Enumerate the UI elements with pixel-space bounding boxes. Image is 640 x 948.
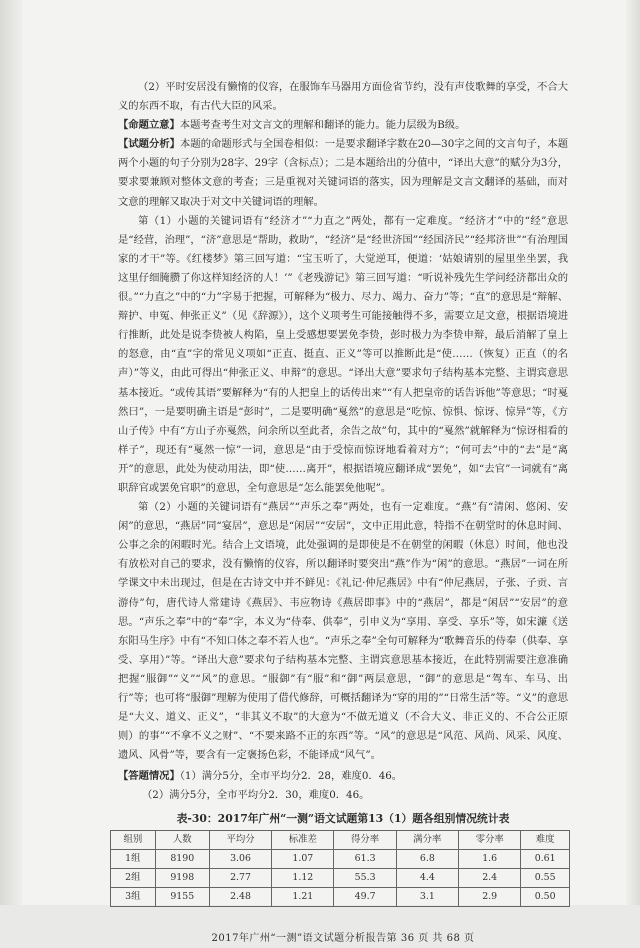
page-left-edge [0,0,22,905]
col-full-rate: 满分率 [396,830,458,849]
table-cell: 6.8 [396,849,458,868]
intro-paragraph: （2）平时安居没有懒惰的仪容，在服饰车马器用方面俭省节约，没有声伎歌舞的享受，不合大义的东西不取，有古代大臣的风采。 [118,81,568,113]
intent-text: 本题考查考生对文言文的理解和翻译的能力。能力层级为B级。 [179,119,466,132]
answer-stat-1: （1）满分5分，全市平均分2．28，难度0．46。 [179,770,403,783]
analysis-label: 【试题分析】 [118,138,181,151]
analysis-section [118,135,568,211]
table-cell: 2组 [111,868,156,887]
table-cell: 4.4 [396,868,458,887]
table-row [111,868,570,887]
table-row [111,887,570,906]
page-footer: 2017年广州“一测”语文试题分析报告第 36 页 共 68 页 [211,932,475,944]
table-cell: 61.3 [334,849,396,868]
table-header-row [111,830,570,849]
table-row [111,849,570,868]
answer-label: 【答题情况】 [118,770,180,783]
col-stddev: 标准差 [272,830,334,849]
answer-stat-2: （2）满分5分，全市平均分2．30，难度0．46。 [142,789,370,802]
col-mean: 平均分 [209,830,271,849]
table-cell: 1.07 [272,849,334,868]
table-cell: 3.06 [209,849,271,868]
col-zero-rate: 零分率 [459,830,521,849]
table-cell: 0.61 [521,849,570,868]
document-body [118,78,568,948]
table-cell: 2.77 [209,868,271,887]
table-cell: 0.55 [521,868,570,887]
q1-paragraph: 第（1）小题的关键词语有“经济才”“力直之”两处，都有一定难度。“经济才”中的“经”意思是“经营，治理”，“济”意思是“帮助，救助”，“经济”是“经世济国”“经国济民”“经邦济世”“有治理国家的才干”等。《红楼梦》第三回写道：“宝玉听了，大觉逆耳，便道：‘姑娘请别的屋里坐坐罢，我这里仔细腌臜了你这样知经济的人！’”《老残游记》第三回写道：“听说补残先生学问经济都出众的很。”“力直之”中的“力”字易于把握，可解释为“极力、尽力、竭力、奋力”等；“直”的意思是“辩解、辩护、申冤、伸张正义”（见《辞源》），这个义项考生可能接触得不多，需要立足文意，根据语境进行推断，此处是说李贽被人构陷，皇上受感想要罢免李贽，彭时极力为李贽申辩，最后消解了皇上的怒意，由“直”字的常见义项如“正直、挺直、正义”等可以推断此是“使……（恢复）正直（的名声）”等义，由此可得出“伸张正义、申辩”的意思。“译出大意”要求句子结构基本完整、主谓宾意思基本接近。“或传其语”要解释为“有的人把皇上的话传出来”“有人把皇帝的话告诉他”等意思；“时戛然曰”，一是要明确主语是“彭时”，二是要明确“戛然”的意思是“吃惊、惊惧、惊讶、惊异”等，《方山子传》中有“方山子亦戛然，问余所以至此者，余告之故”句，其中的“戛然”就解释为“惊讶相看的样子”，现还有“戛然一惊”一词，意思是“由于受惊而惊讶地看着对方”；“何可去”中的“去”是“离开”的意思，此处为使动用法，即“使……离开”，根据语境应翻译成“罢免”，如“去官”一词就有“离职辞官或罢免官职”的意思，全句意思是“怎么能罢免他呢”。 [118,214,568,494]
table-cell: 1.12 [272,868,334,887]
table-cell: 0.50 [521,887,570,906]
q2-paragraph: 第（2）小题的关键词语有“燕居”“声乐之奉”两处，也有一定难度。“燕”有“清闲、悠闲、安闲”的意思，“燕居”同“宴居”，意思是“闲居”“安居”，文中正用此意，特指不在朝堂时的休息时间、公事之余的闲暇时光。结合上文语境，此处强调的是即使是不在朝堂的闲暇（休息）时间，他也没有放松对自己的要求，没有懒惰的仪容，所以翻译时要突出“燕”作为“闲”的意思。“燕居”一词在所学课文中未出现过，但是在古诗文中并不鲜见：《礼记·仲尼燕居》中有“仲尼燕居，子张、子贡、言游侍”句，唐代诗人常建诗《燕居》、韦应物诗《燕居即事》中的“燕居”，都是“闲居”“安居”的意思。“声乐之奉”中的“奉”字，本义为“侍奉、供奉”，引申义为“享用、享受、享乐”等，如宋濂《送东阳马生序》中有“不知口体之奉不若人也”。“声乐之奉”全句可解释为“歌舞音乐的侍奉（供奉、享受、享用）”等。“译出大意”要求句子结构基本完整、主谓宾意思基本接近，在此特别需要注意准确把握“服御”“义”“风”的意思。“服御”有“服”和“御”两层意思，“御”的意思是“驾车、车马、出行”等；也可将“服御”理解为使用了借代修辞，可概括翻译为“穿的用的”“日常生活”等。“义”的意思是“大义、道义、正义”，“非其义不取”的大意为“不做无道义（不合大义、非正义的、不合公正原则）的事”“不拿不义之财”、“不要来路不正的东西”等。“风”的意思是“风范、风尚、风采、风度、遗风、风骨”等，要含有一定褒扬色彩，不能译成“风气”。 [118,501,569,762]
table-cell: 2.48 [209,887,271,906]
table-cell: 55.3 [334,868,396,887]
table-caption: 表-30：2017年广州“一测”语文试题第13（1）题各组别情况统计表 [176,811,510,825]
col-group: 组别 [111,830,156,849]
table-cell: 1组 [111,849,156,868]
table-cell: 9198 [155,868,209,887]
table-cell: 3组 [111,887,156,906]
table-cell: 1.21 [272,887,334,906]
intent-section [118,116,568,135]
page-right-edge [626,0,640,905]
table-cell: 49.7 [334,887,396,906]
intent-label: 【命题立意】 [118,119,180,132]
answer-line-1 [118,767,568,786]
analysis-text: 本题的命题形式与全国卷相似：一是要求翻译字数在20—30字之间的文言句子，本题两个小题的句子分别为28字、29字（含标点）；二是本题给出的分值中，“译出大意”的赋分为3分，要求要兼顾对整体文意的考查；三是重视对关键词语的落实，因为理解是文言文翻译的基础，而对文意的理解又取决于对文中关键词语的理解。 [118,138,569,208]
col-score-rate: 得分率 [334,830,396,849]
col-difficulty: 难度 [521,830,570,849]
col-count: 人数 [155,830,209,849]
table-cell: 3.1 [396,887,458,906]
table-cell: 2.4 [459,868,521,887]
table-cell: 8190 [155,849,209,868]
table-cell: 2.9 [459,887,521,906]
table-cell: 9155 [155,887,209,906]
answer-section [118,767,568,805]
table-cell: 1.6 [459,849,521,868]
stats-table [110,830,570,907]
